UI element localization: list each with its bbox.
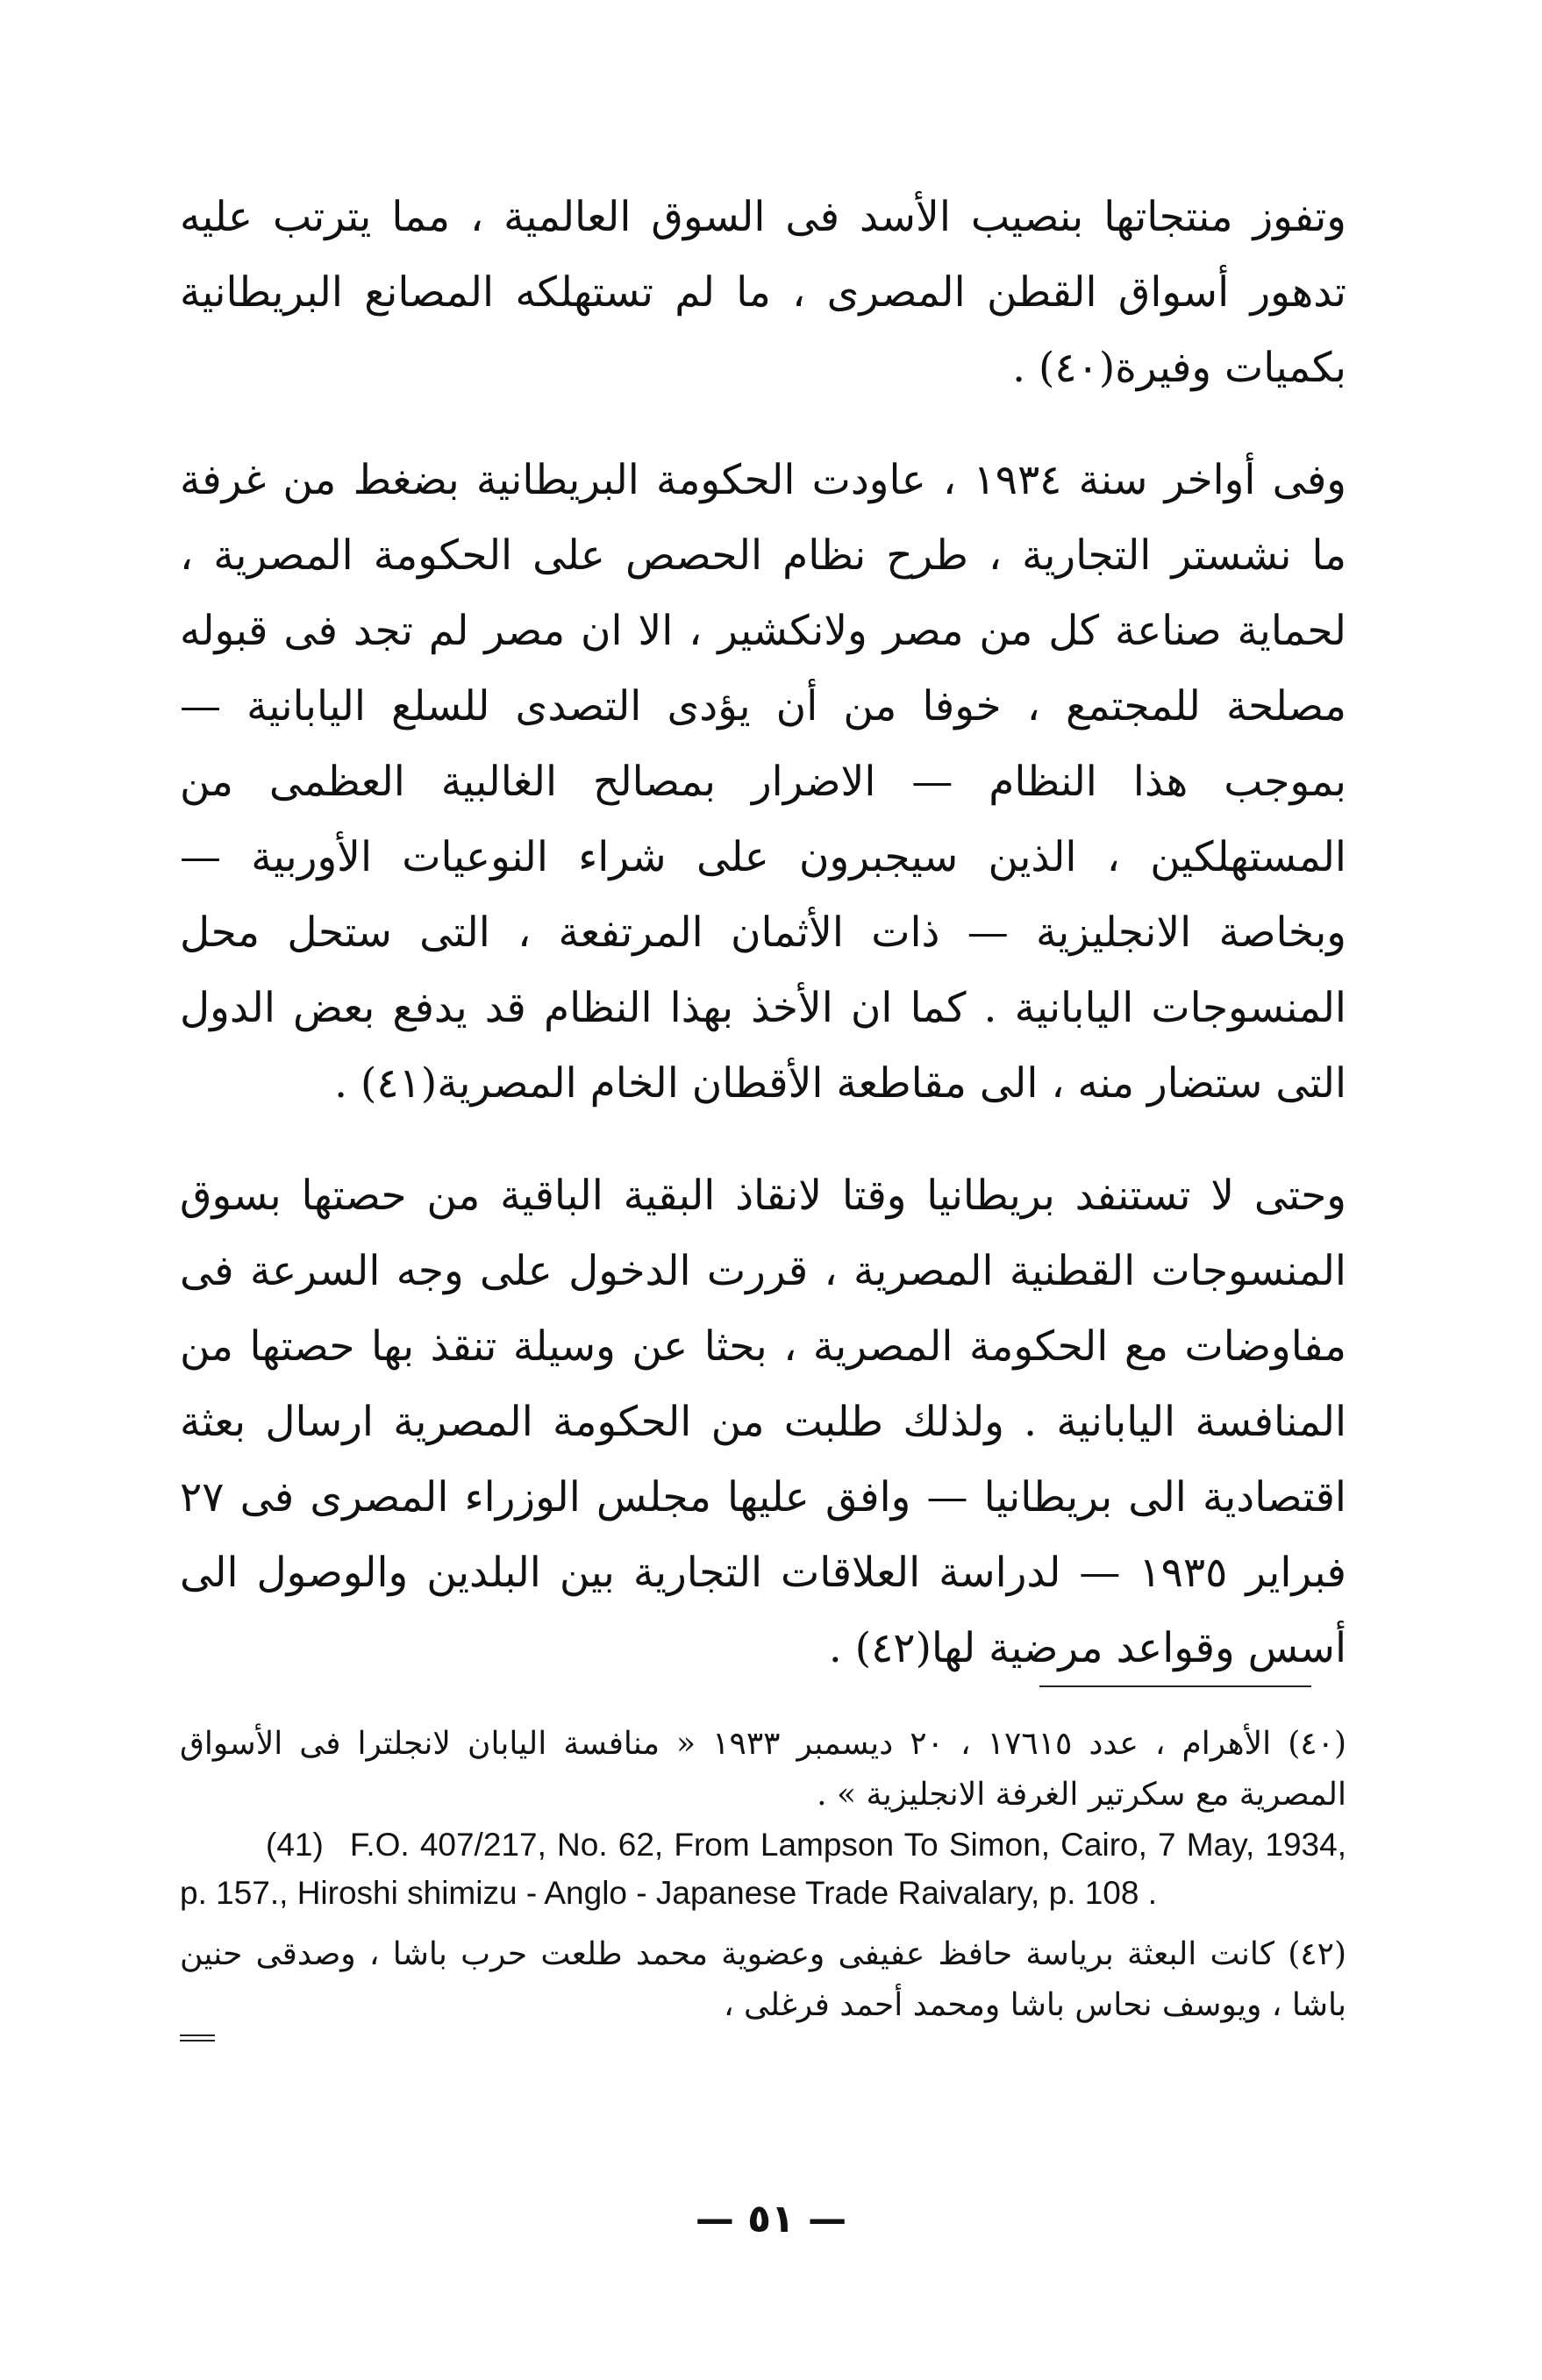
footnote-separator xyxy=(1039,1685,1311,1687)
paragraph-1: وتفوز منتجاتها بنصيب الأسد فى السوق العالمية ، مما يترتب عليه تدهور أسواق القطن المصرى ، ما لم تستهلكه المصانع البريطانية بكميات وفيرة(٤٠) . xyxy=(180,193,1346,392)
footnotes xyxy=(180,1719,1346,2042)
page-number: — ٥١ — xyxy=(695,2197,847,2241)
body-text xyxy=(180,180,1346,1686)
footnote-40: (٤٠) الأهرام ، عدد ١٧٦١٥ ، ٢٠ ديسمبر ١٩٣٣ « منافسة اليابان لانجلترا فى الأسواق المصرية مع سكرتير الغرفة الانجليزية » . xyxy=(180,1726,1346,1813)
continuation-mark xyxy=(180,2034,215,2042)
footnote-41-text: F.O. 407/217, No. 62, From Lampson To Simon, Cairo, 7 May, 1934, p. 157., Hiroshi shimizu - Anglo - Japanese Trade Raivalary, p. 108 . xyxy=(180,1827,1346,1911)
paragraph-3: وحتى لا تستنفد بريطانيا وقتا لانقاذ البقية الباقية من حصتها بسوق المنسوجات القطنية المصرية ، قررت الدخول على وجه السرعة فى مفاوضات مع الحكومة المصرية ، بحثا عن وسيلة تنقذ بها حصتها من المنافسة اليابانية . ولذلك طلبت من الحكومة المصرية ارسال بعثة اقتصادية الى بريطانيا — وافق عليها مجلس الوزراء المصرى فى ٢٧ فبراير ١٩٣٥ — لدراسة العلاقات التجارية بين البلدين والوصول الى أسس وقواعد مرضية لها(٤٢) . xyxy=(180,1172,1346,1672)
footnote-41-number: (41) xyxy=(266,1827,324,1863)
footnote-41 xyxy=(180,1821,1346,1917)
paragraph-2: وفى أواخر سنة ١٩٣٤ ، عاودت الحكومة البريطانية بضغط من غرفة ما نشستر التجارية ، طرح نظام الحصص على الحكومة المصرية ، لحماية صناعة كل من مصر ولانكشير ، الا ان مصر لم تجد فى قبوله مصلحة للمجتمع ، خوفا من أن يؤدى التصدى للسلع اليابانية — بموجب هذا النظام — الاضرار بمصالح الغالبية العظمى من المستهلكين ، الذين سيجبرون على شراء النوعيات الأوربية — وبخاصة الانجليزية — ذات الأثمان المرتفعة ، التى ستحل محل المنسوجات اليابانية . كما ان الأخذ بهذا النظام قد يدفع بعض الدول التى ستضار منه ، الى مقاطعة الأقطان الخام المصرية(٤١) . xyxy=(180,456,1346,1108)
footnote-42: (٤٢) كانت البعثة برياسة حافظ عفيفى وعضوية محمد طلعت حرب باشا ، وصدقى حنين باشا ، ويوسف نحاس باشا ومحمد أحمد فرغلى ، xyxy=(180,1936,1346,2023)
